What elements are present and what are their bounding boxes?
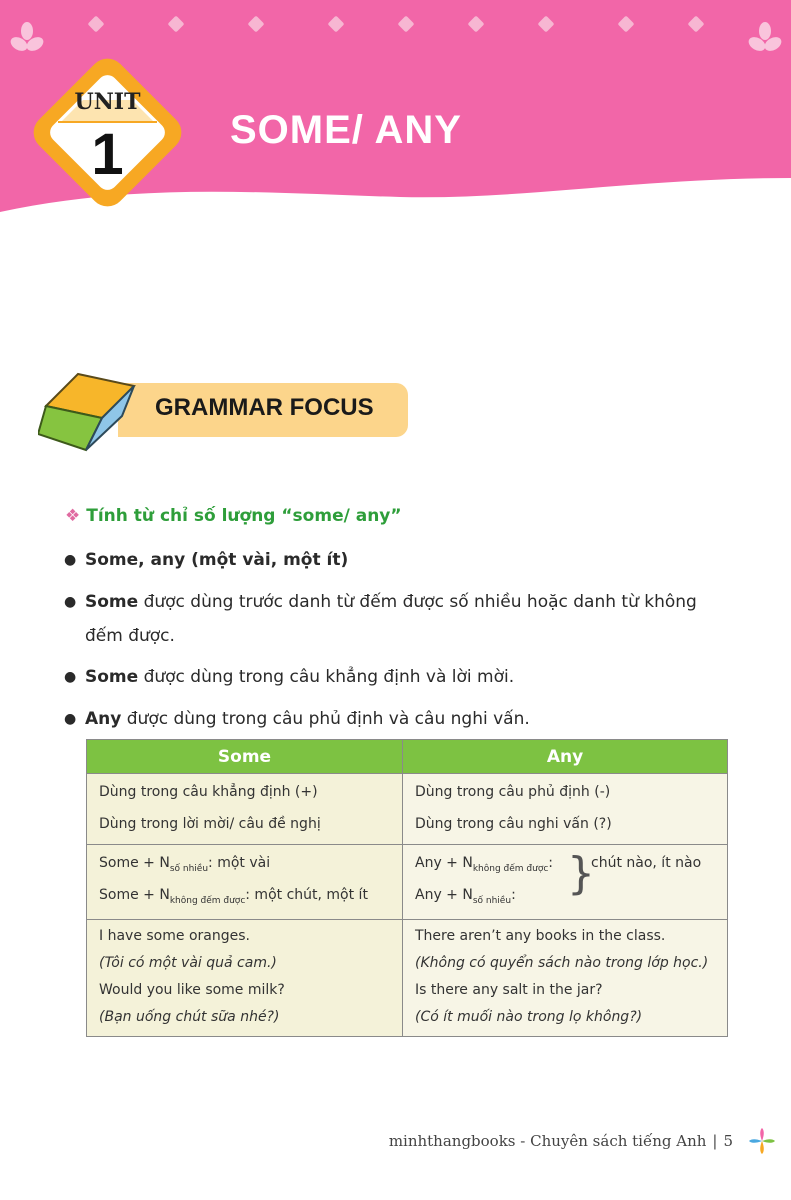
table-row [87,920,728,1037]
bullet-bold-text: Any [85,709,122,729]
bullet-text: được dùng trước danh từ đếm được số nhiều hoặc danh từ không đếm được. [85,592,697,646]
table-header-any: Any [403,740,728,774]
bullet-bold-text: Some [85,592,139,612]
cell-line: Dùng trong lời mời/ câu đề nghị [99,816,321,832]
page-footer [389,1132,733,1150]
sparkle-icon: ❖ [65,506,81,526]
cell-line: Dùng trong câu khẳng định (+) [99,784,318,800]
example-sentence: There aren’t any books in the class. [415,928,666,944]
example-translation: (Bạn uống chút sữa nhé?) [99,1009,280,1025]
section-heading [65,506,402,526]
bullet-item [64,543,729,577]
page-number: 5 [723,1132,733,1150]
grammar-focus-label: GRAMMAR FOCUS [155,394,374,421]
unit-badge [20,45,195,220]
section-heading-text: Tính từ chỉ số lượng “some/ any” [86,506,402,526]
example-sentence: Is there any salt in the jar? [415,982,603,998]
decorative-flower-icon [748,22,782,56]
bullet-item [64,660,729,694]
bullet-bold-text: Some, any (một vài, một ít) [85,550,349,570]
bullet-bold-text: Some [85,667,139,687]
bullet-dot-icon: ● [64,552,77,568]
table-cell [87,774,403,845]
grammar-table [86,739,728,1037]
table-row [87,845,728,920]
example-translation: (Có ít muối nào trong lọ không?) [415,1009,643,1025]
example-sentence: Would you like some milk? [99,982,285,998]
publisher-logo-icon [749,1128,775,1154]
example-sentence: I have some oranges. [99,928,250,944]
table-cell [403,774,728,845]
footer-separator: | [712,1132,718,1150]
table-cell [403,920,728,1037]
example-translation: (Không có quyển sách nào trong lớp học.) [415,955,709,971]
bullet-text: được dùng trong câu phủ định và câu nghi vấn. [121,709,530,729]
cube-icon [38,368,138,454]
grammar-focus-banner [38,368,410,454]
cell-line: Dùng trong câu phủ định (-) [415,784,611,800]
bullet-dot-icon: ● [64,711,77,727]
cell-line: Any + $N_{không đếm được}$: [415,855,554,874]
table-cell [87,845,403,920]
example-translation: (Tôi có một vài quả cam.) [99,955,277,971]
bullet-item [64,702,729,736]
unit-label: UNIT [74,89,141,115]
bullet-dot-icon: ● [64,669,77,685]
unit-number: 1 [91,122,124,187]
table-cell [87,920,403,1037]
bullet-item [64,585,729,653]
cell-line: Dùng trong câu nghi vấn (?) [415,816,612,832]
table-header-row [87,740,728,774]
cell-line: Any + $N_{số nhiều}$: [415,887,516,906]
bullet-dot-icon: ● [64,594,77,610]
table-cell [403,845,728,920]
brace-icon: } [567,848,595,899]
any-meaning: chút nào, ít nào [591,855,702,871]
table-header-some: Some [87,740,403,774]
footer-text: minhthangbooks - Chuyên sách tiếng Anh [388,1132,707,1150]
table-row [87,774,728,845]
bullet-text: được dùng trong câu khẳng định và lời mời. [138,667,515,687]
page-title: SOME/ ANY [230,108,462,152]
cell-line: Some + $N_{số nhiều}$: một vài [99,855,271,874]
cell-line: Some + $N_{không đếm được}$: một chút, một ít [99,887,368,906]
